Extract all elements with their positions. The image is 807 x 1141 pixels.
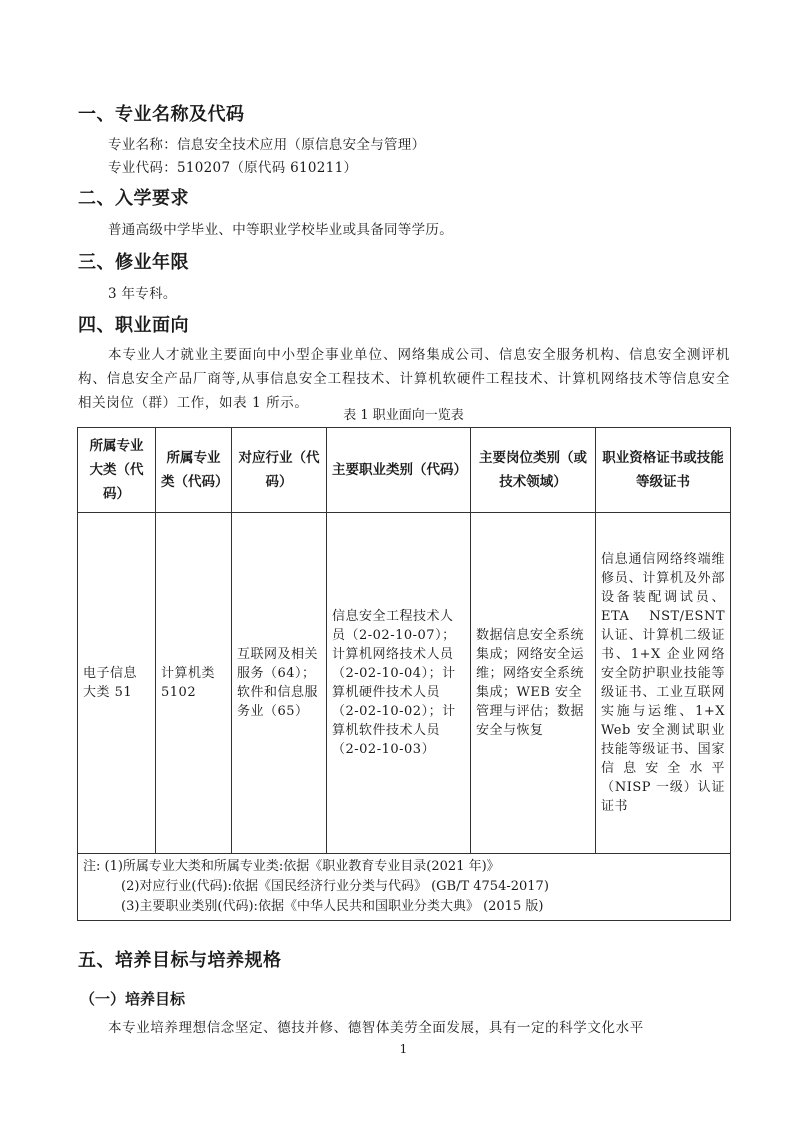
note-line-2: (2)对应行业(代码):依据《国民经济行业分类与代码》 (GB/T 4754-2017) (121, 879, 549, 894)
section-heading-duration: 三、修业年限 (78, 252, 189, 273)
cell-occupations: 信息安全工程技术人员（2-02-10-07）；计算机网络技术人员（2-02-10-04）；计算机硬件技术人员（2-02-10-02）；计算机软件技术人员（2-02-10-03） (327, 513, 471, 854)
table-notes (78, 854, 731, 921)
header-major-class: 所属专业类（代码） (156, 428, 232, 513)
note-line-1: 注: (1)所属专业大类和所属专业类:依据《职业教育专业目录(2021 年)》 (83, 859, 500, 874)
duration-text: 3 年专科。 (108, 286, 177, 302)
admission-text: 普通高级中学毕业、中等职业学校毕业或具备同等学历。 (108, 222, 453, 238)
cell-major-class: 计算机类 5102 (156, 513, 232, 854)
header-occupation: 主要职业类别（代码） (327, 428, 471, 513)
cell-major-category: 电子信息大类 51 (78, 513, 156, 854)
cell-industry: 互联网及相关服务（64）；软件和信息服务业（65） (232, 513, 327, 854)
header-positions: 主要岗位类别（或技术领域） (471, 428, 596, 513)
section-heading-objectives: 五、培养目标与培养规格 (78, 950, 282, 971)
major-code-line: 专业代码：510207（原代码 610211） (108, 160, 358, 176)
career-paragraph: 本专业人才就业主要面向中小型企事业单位、网络集成公司、信息安全服务机构、信息安全测评机构、信息安全产品厂商等,从事信息安全工程技术、计算机软硬件工程技术、计算机网络技术等信息安全相关岗位（群）工作，如表 1 所示。 (78, 347, 730, 411)
table-header-row (78, 428, 731, 513)
table-row (78, 513, 731, 854)
page-number: 1 (399, 1042, 408, 1056)
section-heading-name-code: 一、专业名称及代码 (78, 104, 245, 125)
major-name-line: 专业名称：信息安全技术应用（原信息安全与管理） (108, 137, 426, 153)
objectives-paragraph: 本专业培养理想信念坚定、德技并修、德智体美劳全面发展，具有一定的科学文化水平 (108, 1020, 644, 1036)
header-industry: 对应行业（代码） (232, 428, 327, 513)
section-heading-admission: 二、入学要求 (78, 188, 189, 209)
table-caption: 表 1 职业面向一览表 (343, 408, 464, 423)
sub-heading-objectives: （一）培养目标 (80, 990, 186, 1008)
cell-certificates: 信息通信网络终端维修员、计算机及外部设备装配调试员、ETA NST/ESNT 认证、计算机二级证书、1+X 企业网络安全防护职业技能等级证书、工业互联网实施与运维、1+X Web 安全测试职业技能等级证书、国家信息安全水平（NISP 一级）认证证书 (596, 513, 731, 854)
note-line-3: (3)主要职业类别(代码):依据《中华人民共和国职业分类大典》 (2015 版) (121, 899, 544, 914)
cell-positions: 数据信息安全系统集成；网络安全运维；网络安全系统集成；WEB 安全管理与评估；数据安全与恢复 (471, 513, 596, 854)
header-major-category: 所属专业大类（代码） (78, 428, 156, 513)
section-heading-career: 四、职业面向 (78, 315, 189, 336)
header-certificates: 职业资格证书或技能等级证书 (596, 428, 731, 513)
table-notes-row (78, 854, 731, 921)
career-table (77, 427, 731, 921)
